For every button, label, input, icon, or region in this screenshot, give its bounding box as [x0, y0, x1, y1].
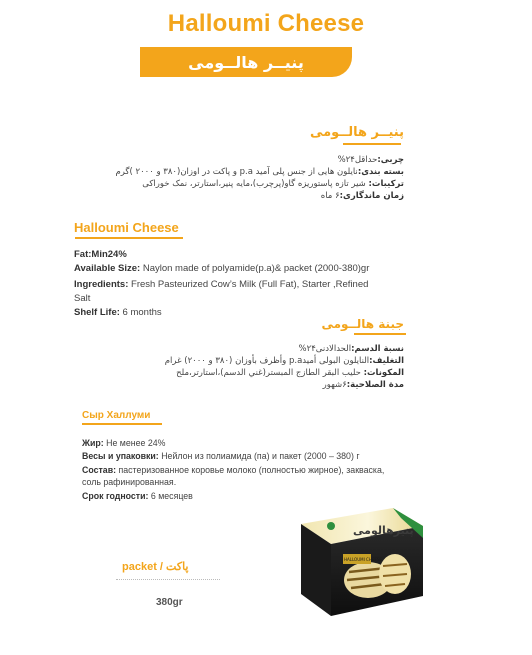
farsi-ingr-label: ترکیبات: [368, 179, 404, 189]
farsi-shelf-label: زمان ماندگاری: [339, 191, 404, 201]
arabic-heading-underline [354, 333, 406, 335]
russian-heading-underline [82, 423, 162, 425]
russian-fat-label: Жир: [82, 438, 104, 448]
farsi-pack-label: بسته بندی: [357, 167, 404, 177]
russian-heading: Сыр Халлуми [82, 410, 151, 421]
product-box-image [283, 498, 439, 620]
russian-pack-label: Весы и упаковки: [82, 451, 159, 461]
arabic-ingr-value: حليب البقر الطازج المبستر(غني الدسم)،استارتر،ملح [176, 368, 364, 378]
russian-comp-label: Состав: [82, 465, 117, 475]
english-size-value: Naylon made of polyamide(p.a)& packet (2000-380)gr [140, 263, 370, 274]
russian-fat-line [82, 437, 402, 449]
arabic-pack-value: النايلون البولی أميدp.a وأظرف بأوزان (۳۸۰ و ۲۰۰۰) غرام [164, 356, 370, 366]
english-size-line [74, 262, 369, 276]
farsi-fat-label: چربی: [377, 155, 404, 165]
english-fat-label: Fat:Min24% [74, 249, 127, 260]
farsi-pack-value: نایلون هایی از جنس پلی آمید p.a و پاکت در اوزان(۳۸۰ و ۲۰۰۰ )گرم [115, 167, 358, 177]
packet-label: packet / پاکت [122, 561, 189, 573]
title-banner [140, 47, 352, 77]
english-heading: Halloumi Cheese [74, 220, 179, 235]
brand-logo-icon [327, 522, 335, 530]
farsi-ingr-line [74, 178, 404, 190]
arabic-shelf-line [74, 379, 404, 391]
arabic-pack-line [74, 355, 404, 367]
farsi-shelf-value: ۶ ماه [320, 191, 340, 201]
farsi-heading-underline [343, 143, 401, 145]
russian-shelf-value: 6 месяцев [148, 491, 193, 501]
box-label-text: HALLOUMI CHEESE [344, 557, 382, 562]
farsi-pack-line [74, 166, 404, 178]
english-shelf-line [74, 306, 162, 320]
english-shelf-label: Shelf Life: [74, 307, 120, 318]
russian-pack-line [82, 450, 402, 462]
english-ingr-label: Ingredients: [74, 279, 129, 290]
arabic-pack-label: التغليف: [369, 356, 404, 366]
arabic-shelf-label: مدة الصلاحية: [346, 380, 404, 390]
english-ingr-line-2: Salt [74, 293, 91, 304]
english-heading-underline [75, 237, 183, 239]
box-brand-text: پنیرهالومی [353, 524, 414, 537]
arabic-ingr-line [74, 367, 404, 379]
packet-weight: 380gr [156, 597, 183, 608]
russian-fat-value: Не менее 24% [103, 438, 166, 448]
arabic-fat-label: نسبة الدسم: [351, 344, 404, 354]
russian-pack-value: Нейлон из полиамида (па) и пакет (2000 – 380) г [158, 451, 360, 461]
russian-shelf-label: Срок годности: [82, 491, 149, 501]
english-ingr-value: Fresh Pasteurized Cow’s Milk (Full Fat), Starter ,Refined [128, 279, 369, 290]
farsi-fat-line [74, 154, 404, 166]
arabic-shelf-value: ۶شهور [322, 380, 347, 390]
farsi-shelf-line [74, 190, 404, 202]
english-ingr-line [74, 278, 368, 292]
english-shelf-value: 6 months [119, 307, 162, 318]
page-title: Halloumi Cheese [167, 10, 365, 37]
english-fat-line [74, 248, 127, 262]
arabic-fat-line [74, 343, 404, 355]
english-size-label: Available Size: [74, 263, 141, 274]
packet-dotted-divider [116, 579, 220, 580]
farsi-heading: پنیــر هالــومی [309, 125, 404, 140]
farsi-ingr-value: شیر تازه پاستوریزه گاو(پرچرب)،مایه پنیر،استارتر، نمک خوراکی [142, 179, 369, 189]
farsi-fat-value: حداقل۲۴% [337, 155, 378, 165]
arabic-fat-value: الحدالادنی۲۴% [298, 344, 352, 354]
russian-comp-line [82, 464, 402, 488]
arabic-heading: جبنة هالــومی [321, 317, 404, 331]
russian-comp-value: пастеризованное коровье молоко (полностью жирное), закваска, соль рафинированная. [82, 465, 385, 487]
arabic-ingr-label: المکونات: [363, 368, 404, 378]
title-banner-text: پنیــر هالــومی [188, 52, 304, 72]
